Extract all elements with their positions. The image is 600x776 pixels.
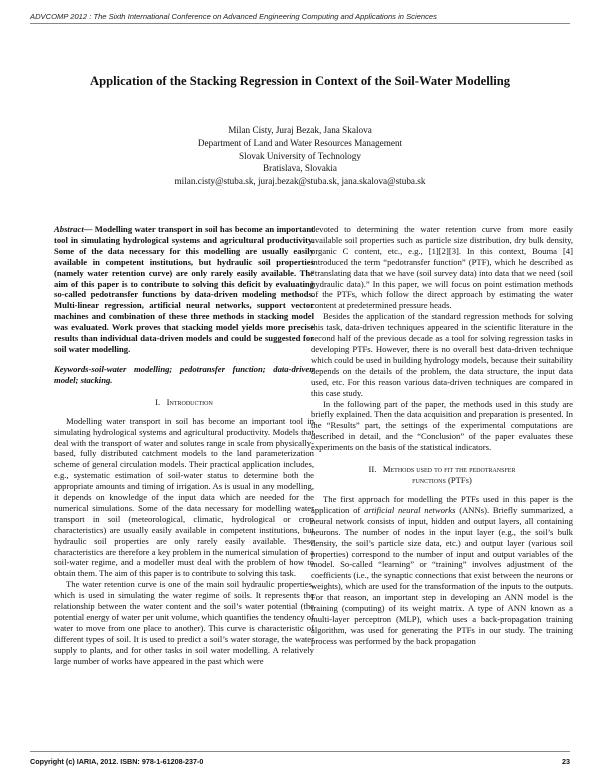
paragraph xyxy=(311,494,573,647)
running-header: ADVCOMP 2012 : The Sixth International Conference on Advanced Engineering Computing and Applications in Sciences xyxy=(30,12,437,21)
abstract-label: Abstract xyxy=(54,224,84,234)
right-column xyxy=(311,224,573,647)
section-title-line1: Methods used to fit the pedotransfer xyxy=(382,464,516,475)
section-heading-introduction xyxy=(54,397,314,408)
section-number: II. xyxy=(368,464,377,475)
copyright-isbn: Copyright (c) IARIA, 2012. ISBN: 978-1-61208-237-0 xyxy=(30,757,204,766)
paragraph: The water retention curve is one of the main soil hydraulic properties, which is used in simulating the water regime of soils. It represents the relationship between the water content and the soil’s water potential (the potential energy of water per unit volume, which quantifies the tendency of water to move from one place to another). This curve is characteristic of different types of soil. It is used to predict a soil’s water storage, the water supply to plants, and for other tasks in soil water modelling. A relatively large number of works have appeared in the past which were xyxy=(54,579,314,666)
paragraph: In the following part of the paper, the methods used in this study are briefly explained. Then the data acquisition and preparation is presented. In the “Results” part, the settings of the experimental computations are described in detail, and the “Conclusion” of the paper evaluates these experiments on the basis of the statistical indicators. xyxy=(311,398,573,453)
author-emails: milan.cisty@stuba.sk, juraj.bezak@stuba.sk, jana.skalova@stuba.sk xyxy=(174,176,426,187)
abstract-text: — Modelling water transport in soil has become an important tool in simulating hydrological systems and agricultural productivity. Some of the data necessary for this modelling are usually easily available in competent institutions, but hydraulic soil properties (namely water retention curve) are only rarely easily available. The aim of this paper is to contribute to solving this deficit by evaluating so-called pedotransfer functions by data-driven modeling methods. Multi-linear regression, artificial neural networks, support vector machines and combination of these three methods in stacking model was evaluated. Work proves that stacking model yields more precise results than individual data-driven models and could be suggested for soil water modelling. xyxy=(54,224,314,354)
paragraph: Besides the application of the standard regression methods for solving this task, data-driven techniques appeared in the scientific literature in the second half of the previous decade as a tool for solving regression tasks in developing PTFs. However, there is no overall best data-driven technique which could be used in building hydrology models, because their suitability depends on the details of the problem, the data structure, the input data used, etc. For this reason various data-driven techniques are compared in this case study. xyxy=(311,311,573,398)
author-city: Bratislava, Slovakia xyxy=(263,163,337,174)
section-title-line2: functions (PTFs) xyxy=(412,475,472,486)
section-number: I. xyxy=(155,396,161,407)
keywords: Keywords-soil-water modelling; pedotransfer function; data-driven model; stacking. xyxy=(54,363,314,385)
text-run: The first approach for modelling the PTFs used in this paper is the application of xyxy=(311,494,573,515)
author-department: Department of Land and Water Resources Management xyxy=(197,137,403,148)
section-title: Introduction xyxy=(166,396,213,407)
left-column xyxy=(54,224,314,667)
paragraph: devoted to determining the water retention curve from more easily available soil properties such as particle size distribution, dry bulk density, organic C content, etc., e.g., [1][2][3]. In this context, Bouma [4] introduced the term “pedotransfer function” (PTF), which he described as “translating data that we have (soil survey data) into data that we need (soil hydraulic data).” In this paper, we will focus on point estimation methods of the PTFs, which follow the direct approach by estimating the water content at predetermined pressure heads. xyxy=(311,224,573,311)
text-run: (ANNs). Briefly summarized, a neural network consists of input, hidden and output layers, all containing neurons. The number of nodes in the input layer (e.g., the soil’s bulk density, the soil’s particle size data, etc.) and output layer (various soil properties) correspond to the number of input and output variables of the model. So-called “learning” or “training” involves adjustment of the coefficients (i.e., the synaptic connections that exist between the neurons or weights), which are used for the transformation of the inputs to the outputs. For that reason, an important step in developing an ANN model is the training (computing) of its weight matrix. A type of ANN known as a multi-layer perceptron (MLP), which uses a back-propagation training algorithm, was used for generating the PTFs in our study. The training process was performed by the back propagation xyxy=(311,504,574,646)
abstract xyxy=(54,224,314,355)
paper-title: Application of the Stacking Regression in Context of the Soil-Water Modelling xyxy=(89,74,511,88)
author-block xyxy=(30,124,570,188)
section-heading-methods xyxy=(311,464,573,486)
page-number: 23 xyxy=(562,757,570,766)
footer-divider xyxy=(30,751,570,752)
paragraph: Modelling water transport in soil has become an important tool in simulating hydrological systems and agricultural productivity. Models that deal with the transport of water and solutes range in scale from physically-based, fully distributed catchment models to the land parameterization scheme of general circulation models. Their practical application includes, e.g., systematic estimation of soil-water status to determine both the appropriate amounts and timing of irrigation. As is usual in any modelling, it depends on knowledge of the input data which are needed for the numerical simulations. Some of the data necessary for modelling water transport in soil (meteorological, climatic, hydrological or crop characteristics) are usually easily available in competent institutions, but hydraulic soil properties are only rarely easily available. These characteristics are therefore a key problem in the numerical simulation of a soil-water regime, and a modeller must deal with the problem of how to obtain them. The aim of this paper is to contribute to solving this task. xyxy=(54,415,314,579)
header-divider xyxy=(30,23,570,24)
author-university: Slovak University of Technology xyxy=(239,150,361,161)
emphasized-term: artificial neural networks xyxy=(364,504,456,515)
author-names: Milan Cisty, Juraj Bezak, Jana Skalova xyxy=(228,125,372,135)
